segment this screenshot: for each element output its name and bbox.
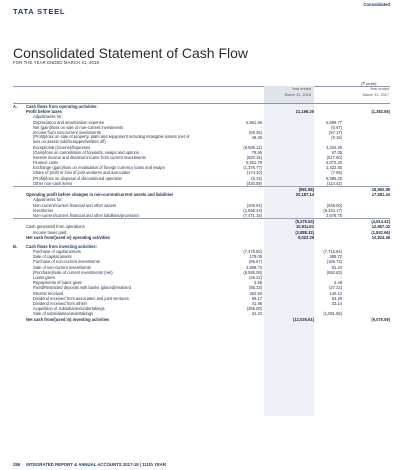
value-current-total: 21,168.20 <box>295 109 314 115</box>
value-previous-line: (517.60) <box>326 154 342 160</box>
value-previous-line: (8,343.17) <box>323 207 342 213</box>
value-previous-line: 67.05 <box>331 149 342 155</box>
table-row <box>13 235 390 240</box>
value-current-total: (2,888.32) <box>295 229 314 235</box>
value-previous-line: (27.22) <box>329 285 342 291</box>
value-current-total: 20,187.14 <box>295 192 314 198</box>
value-previous-line: 53.29 <box>331 295 342 301</box>
page-title: Consolidated Statement of Cash Flow <box>13 45 249 61</box>
value-previous-line: 32.14 <box>331 300 342 306</box>
row-label: Depreciation and amortisation expense <box>33 119 105 125</box>
row-label: Dividend received from associates and joint ventures <box>33 295 129 301</box>
row-label: Income from non-current investments <box>33 129 101 135</box>
row-label: Cash flows from operating activities: <box>26 104 98 109</box>
page-footer <box>13 462 166 467</box>
row-label: Sale of capital assets <box>33 254 72 260</box>
value-previous-total: 12,667.02 <box>371 224 390 230</box>
section-label: Consolidated <box>363 2 390 7</box>
value-previous-line: 3,676.75 <box>326 212 342 218</box>
row-label: Interest income and dividend income from current investments <box>33 154 146 160</box>
value-previous-line: (57.17) <box>329 129 342 135</box>
value-current-total: 8,022.29 <box>298 234 314 240</box>
value-previous-line: 5,689.77 <box>326 119 342 125</box>
row-label: Inventories <box>33 207 54 213</box>
header-rule-top <box>13 86 390 87</box>
value-previous-line: (1,081.56) <box>323 311 342 317</box>
row-label: (Gain)/loss on cancellation of forwards, swaps and options <box>33 149 139 155</box>
section-index: B. <box>13 243 18 249</box>
value-current-line: (255.00) <box>246 306 262 312</box>
value-current-line: (68.25) <box>249 129 262 135</box>
report-name: INTEGRATED REPORT & ANNUAL ACCOUNTS 2017-18 | 111th YEAR <box>26 462 167 467</box>
row-label: (Profit)/loss on sale of property, plant and equipment including intangible assets (net of loss on assets sold/scrapped/written off) <box>33 135 190 144</box>
value-current-line: 254.50 <box>249 290 262 296</box>
value-current-line: 69.17 <box>251 295 262 301</box>
row-label: Income taxes paid <box>33 229 67 235</box>
row-label: Non-current/current financial and other assets <box>33 202 117 208</box>
value-previous-total: (1,382.55) <box>371 109 390 115</box>
row-label: (Purchase)/sale of current investments (net) <box>33 269 113 275</box>
row-label: Purchase of non-current investments <box>33 259 100 265</box>
value-current-line: 3,898.74 <box>246 264 262 270</box>
section-index: A. <box>13 104 18 109</box>
value-previous-line: 140.12 <box>329 290 342 296</box>
table-row <box>13 135 390 144</box>
currency-unit: (₹ crore) <box>361 81 377 86</box>
column-header-current <box>264 86 314 103</box>
row-label: Net (gain)/loss on sale of non-current investments <box>33 124 124 130</box>
value-current-line: 2.56 <box>254 280 262 286</box>
row-label: Fixed/Restricted deposits with banks (placed)/realised <box>33 285 131 291</box>
value-current-line: 41.95 <box>251 300 262 306</box>
row-label: (Profit)/loss on disposal of discontinued operation <box>33 175 123 181</box>
row-label: Sale of subsidiaries/undertakings <box>33 311 94 317</box>
value-current-line: (5.15) <box>251 175 262 181</box>
row-label: Acquisition of subsidiaries/undertakings <box>33 306 105 312</box>
value-previous-line: (692.63) <box>326 269 342 275</box>
row-label: Loans given <box>33 275 56 281</box>
row-label: Adjustments for: <box>33 114 63 120</box>
row-label: Sale of non-current investments <box>33 264 91 270</box>
page-number: 286 <box>13 462 21 467</box>
row-label: Other non-cash items <box>33 180 73 186</box>
value-current-line: (85.33) <box>249 285 262 291</box>
value-previous-line: 4.48 <box>334 280 342 286</box>
column-header-current-line1: Year ended <box>291 87 311 91</box>
value-current-line: 5,501.79 <box>246 160 262 166</box>
value-current-line: (430.59) <box>246 180 262 186</box>
value-previous-total: (4,914.42) <box>371 219 390 225</box>
row-label: Cash generated from operations <box>26 224 85 230</box>
value-previous-line: 5,072.20 <box>326 160 342 166</box>
value-current-total: (12,025.61) <box>293 316 314 322</box>
value-previous-total: (9,075.59) <box>371 316 390 322</box>
value-current-line: (1,376.77) <box>243 165 262 171</box>
value-previous-line: (7,715.64) <box>323 249 342 255</box>
value-current-line: 179.05 <box>249 254 262 260</box>
row-label: Share of profit or loss of joint ventures and associates <box>33 170 131 176</box>
value-previous-total: (1,842.66) <box>371 229 390 235</box>
value-current-total: (981.86) <box>298 187 314 193</box>
value-current-line: (85.67) <box>249 259 262 265</box>
row-label: Exceptional (income)/Expenses <box>33 144 91 150</box>
table-row <box>13 317 390 322</box>
column-header-previous-line2: March 31, 2017 <box>362 92 389 97</box>
value-previous-total: 18,962.99 <box>371 187 390 193</box>
value-current-total: (9,275.53) <box>295 219 314 225</box>
row-label: Dividend received from others <box>33 300 88 306</box>
value-current-line: 49.29 <box>251 135 262 141</box>
row-label: Profit before taxes <box>26 109 62 115</box>
column-header-current-line2: March 31, 2018 <box>284 92 311 97</box>
column-header-previous-line1: Year ended <box>369 87 389 91</box>
value-current-line: (920.15) <box>246 154 262 160</box>
value-previous-line: (0.97) <box>331 124 342 130</box>
value-previous-line: 5,085.32 <box>326 175 342 181</box>
value-current-line: (208.94) <box>246 202 262 208</box>
row-label: Net cash from/(used in) investing activities <box>26 316 110 322</box>
row-label: Operating profit before changes in non-current/current assets and liabilities <box>26 192 174 198</box>
value-previous-line: 1,422.50 <box>326 165 342 171</box>
value-current-line: 79.55 <box>251 149 262 155</box>
row-label: Adjustments for: <box>33 197 63 203</box>
value-current-line: 5,961.66 <box>246 119 262 125</box>
value-previous-line: 388.72 <box>329 254 342 260</box>
value-current-total: 10,911.61 <box>296 224 314 230</box>
row-label: Exchange (gain)/loss on revaluation of foreign currency loans and swaps <box>33 165 165 171</box>
row-label: Non-current/current financial and other liabilities/provisions <box>33 212 140 218</box>
value-previous-line: (0.15) <box>331 135 342 141</box>
value-previous-total: 10,824.36 <box>371 234 390 240</box>
value-current-line: (174.10) <box>246 170 262 176</box>
row-label: Interest received <box>33 290 64 296</box>
value-previous-line: 4,324.25 <box>326 144 342 150</box>
value-current-line: (7,471.16) <box>243 212 262 218</box>
value-current-line: 34.22 <box>251 311 262 317</box>
row-label: Net cash from/(used in) operating activities <box>26 234 110 240</box>
row-label: Finance costs <box>33 160 59 166</box>
company-logo: TATA STEEL <box>13 7 66 16</box>
row-label: Cash flows from investing activities: <box>26 243 97 249</box>
value-current-line: (9,599.12) <box>243 144 262 150</box>
value-current-line: (7,478.50) <box>243 249 262 255</box>
value-current-line: (1,595.43) <box>243 207 262 213</box>
value-previous-line: - <box>340 306 342 312</box>
row-label: Purchase of capital assets <box>33 249 81 255</box>
value-previous-line: (548.00) <box>326 202 342 208</box>
page-subtitle: FOR THE YEAR ENDED MARCH 31, 2018 <box>13 60 99 65</box>
value-current-line: - <box>260 124 262 130</box>
value-previous-line: (7.65) <box>331 170 342 176</box>
cash-flow-table <box>13 104 390 322</box>
value-current-line: (46.22) <box>249 275 262 281</box>
value-previous-total: 17,581.44 <box>371 192 390 198</box>
value-previous-line: (114.42) <box>327 180 342 186</box>
value-previous-line: 91.24 <box>331 264 342 270</box>
value-current-line: (8,555.08) <box>243 269 262 275</box>
value-previous-line: - <box>340 275 342 281</box>
value-previous-line: (169.73) <box>326 259 342 265</box>
row-label: Repayments of loans given <box>33 280 83 286</box>
column-header-previous <box>342 86 392 103</box>
